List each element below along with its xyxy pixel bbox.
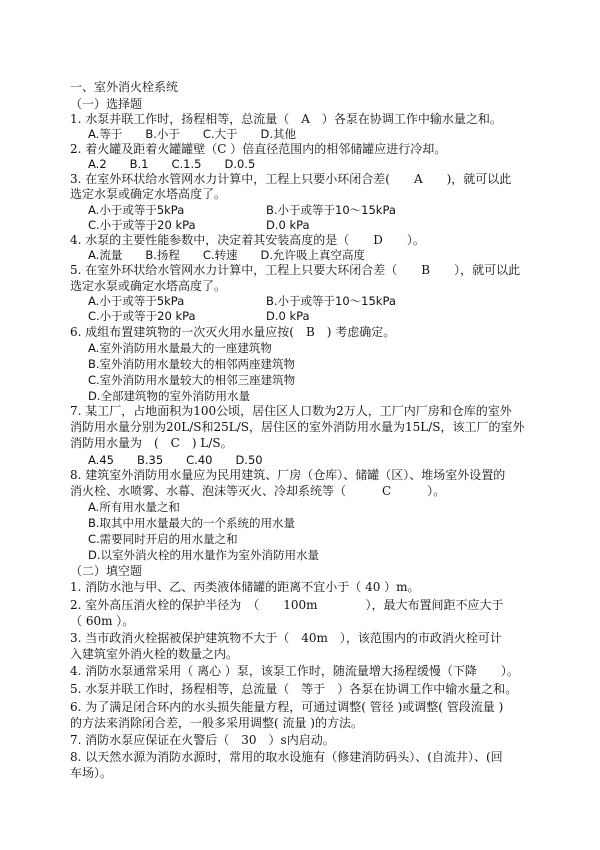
question-3-line-2: 选定水泵或确定水塔高度了。 <box>70 187 227 201</box>
part2-title: （二）填空题 <box>70 564 143 578</box>
question-6: 6. 成组布置建筑物的一次灭火用水量应按( B ) 考虑确定。 <box>70 325 396 339</box>
fill-7: 7. 消防水泵应保证在火警后（ 30 ）s内启动。 <box>70 733 335 747</box>
question-4-options: A.流量 B.扬程 C.转速 D.允许吸上真空高度 <box>88 248 366 262</box>
question-3-options-row-1 <box>88 202 396 218</box>
question-6-option-c: C.室外消防用水量较大的相邻三座建筑物 <box>88 373 296 387</box>
question-3-option-a: A.小于或等于5kPa <box>88 203 185 217</box>
question-7-line-3: 消防用水量为 ( C ) L/S。 <box>70 436 233 450</box>
fill-2-line-1: 2. 室外高压消火栓的保护半径为 （ 100m ），最大布置间距不应大于 <box>70 598 504 612</box>
question-7-line-1: 7. 某工厂，占地面积为100公顷，居住区人口数为2万人，工厂内厂房和仓库的室外 <box>70 404 512 418</box>
question-1: 1. 水泵并联工作时，扬程相等，总流量（ A ）各泵在协调工作中输水量之和。 <box>70 112 502 126</box>
question-4: 4. 水泵的主要性能参数中，决定着其安装高度的是（ D ）。 <box>70 233 425 247</box>
question-5-option-b: B.小于或等于10～15kPa <box>266 294 396 308</box>
part1-title: （一）选择题 <box>70 97 143 111</box>
question-5-option-c: C.小于或等于20 kPa <box>88 309 196 323</box>
question-6-option-a: A.室外消防用水量最大的一座建筑物 <box>88 341 272 355</box>
question-6-option-b: B.室外消防用水量较大的相邻两座建筑物 <box>88 357 296 371</box>
question-8-line-2: 消火栓、水喷雾、水幕、泡沫等灭火、冷却系统等（ C ）。 <box>70 484 446 498</box>
question-5-option-a: A.小于或等于5kPa <box>88 294 185 308</box>
question-5-options-row-2 <box>88 308 310 324</box>
question-5-option-d: D.0 kPa <box>266 309 310 323</box>
question-3-option-b: B.小于或等于10～15kPa <box>266 203 396 217</box>
question-7-line-2: 消防用水量分别为20L/S和25L/S，居住区的室外消防用水量为15L/S，该工厂的室外 <box>70 420 525 434</box>
question-3-line-1: 3. 在室外环状给水管网水力计算中，工程上只要小环闭合差( A )，就可以此 <box>70 172 512 186</box>
question-6-option-d: D.全部建筑物的室外消防用水量 <box>88 389 251 403</box>
question-3-option-d: D.0 kPa <box>266 218 310 232</box>
fill-8-line-1: 8. 以天然水源为消防水源时，常用的取水设施有（修建消防码头）、(自流井）、(回 <box>70 750 503 764</box>
fill-3-line-2: 入建筑室外消火栓的数量之内。 <box>70 647 239 661</box>
question-5-line-1: 5. 在室外环状给水管网水力计算中，工程上只要大环闭合差（ B ），就可以此 <box>70 263 521 277</box>
question-8-line-1: 8. 建筑室外消防用水量应为民用建筑、厂房（仓库）、储罐（区）、堆场室外设置的 <box>70 468 506 482</box>
question-8-option-a: A.所有用水量之和 <box>88 500 180 514</box>
fill-2-line-2: （ 60m ）。 <box>70 614 135 628</box>
question-1-options: A.等于 B.小于 C.大于 D.其他 <box>88 127 297 141</box>
question-7-options: A.45 B.35 C.40 D.50 <box>88 453 263 467</box>
fill-5: 5. 水泵并联工作时，扬程相等，总流量（ 等于 ）各泵在协调工作中输水量之和。 <box>70 682 518 696</box>
question-8-option-c: C.需要同时开启的用水量之和 <box>88 532 238 546</box>
fill-6-line-2: 的方法来消除闭合差，一般多采用调整( 流量 )的方法。 <box>70 716 363 730</box>
fill-1: 1. 消防水池与甲、乙、丙类液体储罐的距离不宜小于（ 40 ）m。 <box>70 580 420 594</box>
question-5-line-2: 选定水泵或确定水塔高度了。 <box>70 279 227 293</box>
question-8-option-b: B.取其中用水量最大的一个系统的用水量 <box>88 516 296 530</box>
fill-4: 4. 消防水泵通常采用（ 离心 ）泵，该泵工作时，随流量增大扬程缓慢（下降 ）。 <box>70 664 519 678</box>
fill-3-line-1: 3. 当市政消火栓据被保护建筑物不大于（ 40m ），该范围内的市政消火栓可计 <box>70 631 502 645</box>
section-title: 一、室外消火栓系统 <box>70 80 179 94</box>
question-2: 2. 着火罐及距着火罐罐壁（C ）倍直径范围内的相邻储罐应进行冷却。 <box>70 142 447 156</box>
question-8-option-d: D.以室外消火栓的用水量作为室外消防用水量 <box>88 548 320 562</box>
question-3-option-c: C.小于或等于20 kPa <box>88 218 196 232</box>
question-3-options-row-2 <box>88 217 310 233</box>
fill-6-line-1: 6. 为了满足闭合环内的水头损失能量方程，可通过调整( 管径 )或调整( 管段流量 ) <box>70 700 504 714</box>
fill-8-line-2: 车场）。 <box>70 766 113 780</box>
question-5-options-row-1 <box>88 293 396 309</box>
question-2-options: A.2 B.1 C.1.5 D.0.5 <box>88 157 256 171</box>
